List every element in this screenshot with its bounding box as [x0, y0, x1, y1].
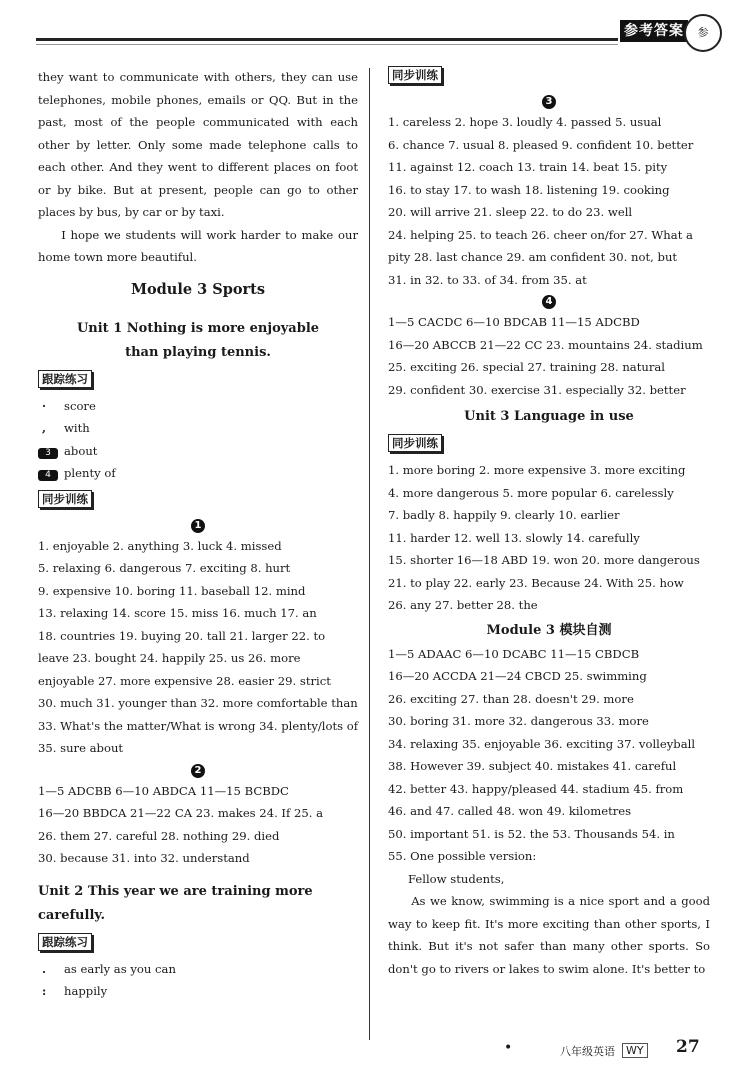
answer-line: 11. against 12. coach 13. train 14. beat 15. pity	[388, 160, 668, 174]
section2-answers	[38, 780, 358, 870]
footer-bullet: •	[504, 1040, 513, 1056]
intro-paragraph: they want to communicate with others, they can use telephones, mobile phones, emails or QQ. But in the past, most of the people communicated with each other by letter. Only some made telephone calls to each other. And they went to different places on foot or by bike. But at present, people can go to other places by bus, by car or by taxi.	[38, 70, 358, 219]
answer-line: 18. countries 19. buying 20. tall 21. larger 22. to	[38, 628, 326, 643]
answer-line: 1. more boring 2. more expensive 3. more exciting	[388, 463, 686, 477]
essay-paragraph: As we know, swimming is a nice sport and a good way to keep fit. It's more exciting than other sports, I think. But it's not safer than many other sports. So don't go to rivers or lakes to swim alone. It's better to	[388, 894, 710, 976]
answer-line: 30. much 31. younger than 32. more comfortable than	[38, 696, 358, 710]
section4-answers	[388, 311, 710, 401]
list-item	[38, 958, 358, 981]
genzong2-list	[38, 958, 358, 1003]
answer-line: 1. careless 2. hope 3. loudly 4. passed 5. usual	[388, 115, 662, 129]
answer-line: 55. One possible version:	[388, 849, 537, 863]
item-text: score	[64, 398, 96, 413]
answer-line: 33. What's the matter/What is wrong 34. plenty/lots of	[38, 718, 359, 733]
answer-line: 9. expensive 10. boring 11. baseball 12. mind	[38, 583, 306, 598]
list-item	[38, 440, 358, 463]
answer-line: 15. shorter 16—18 ABD 19. won 20. more dangerous	[388, 553, 700, 567]
section6-answers	[388, 643, 710, 868]
answer-line: 50. important 51. is 52. the 53. Thousands 54. in	[388, 826, 675, 841]
footer-edition: WY	[622, 1043, 648, 1058]
answer-line: 6. chance 7. usual 8. pleased 9. confident 10. better	[388, 137, 694, 152]
item-text: about	[64, 443, 98, 458]
answer-line: 7. badly 8. happily 9. clearly 10. earlier	[388, 508, 620, 522]
answer-line: 25. exciting 26. special 27. training 28. natural	[388, 360, 666, 374]
answer-line: 5. relaxing 6. dangerous 7. exciting 8. hurt	[38, 561, 291, 575]
answer-line: 1—5 ADCBB 6—10 ABDCA 11—15 BCBDC	[38, 783, 289, 798]
answer-line: 34. relaxing 35. enjoyable 36. exciting 37. volleyball	[388, 736, 696, 751]
tag-wrap	[388, 66, 710, 91]
item-text: as early as you can	[64, 961, 176, 976]
header-rule	[36, 38, 618, 41]
answer-line: 4. more dangerous 5. more popular 6. carelessly	[388, 485, 674, 500]
item-bullet: ,	[42, 421, 47, 435]
module-self-test-title: Module 3 模块自测	[486, 622, 612, 638]
item-bullet: ·	[42, 398, 47, 413]
answer-line: 1. enjoyable 2. anything 3. luck 4. missed	[38, 538, 282, 553]
answer-line: 26. exciting 27. than 28. doesn't 29. more	[388, 691, 634, 706]
section-number-3-icon: 3	[542, 95, 556, 109]
unit1-title-line1: Unit 1 Nothing is more enjoyable	[76, 320, 320, 336]
item-number-badge: 4	[38, 470, 58, 481]
section-tag-tongbu: 同步训练	[38, 490, 92, 508]
tag-wrap	[38, 928, 358, 958]
answer-line: leave 23. bought 24. happily 25. us 26. more	[38, 651, 301, 665]
section-tag-tongbu-2: 同步训练	[388, 66, 442, 84]
answer-line: 35. sure about	[38, 741, 124, 755]
header-rule-thin	[36, 44, 618, 45]
answer-line: 38. However 39. subject 40. mistakes 41. careful	[388, 759, 677, 773]
genzong1-list	[38, 395, 358, 485]
list-item	[38, 395, 358, 418]
list-item	[38, 462, 358, 485]
section-tag-genzong: 跟踪练习	[38, 370, 92, 388]
module-title: Module 3 Sports	[130, 280, 266, 298]
answer-line: 13. relaxing 14. score 15. miss 16. much 17. an	[38, 606, 317, 620]
section1-answers	[38, 535, 358, 760]
tag-wrap	[388, 429, 710, 459]
section-number-1-icon: 1	[191, 519, 205, 533]
answer-line: 11. harder 12. well 13. slowly 14. carefully	[388, 530, 640, 545]
list-item	[38, 980, 358, 1003]
answer-line: pity 28. last chance 29. am confident 30. not, but	[388, 250, 678, 264]
item-number-badge: 3	[38, 448, 58, 459]
answer-line: 1—5 CACDC 6—10 BDCAB 11—15 ADCBD	[388, 315, 640, 329]
item-text: plenty of	[64, 466, 116, 480]
answer-line: 30. because 31. into 32. understand	[38, 851, 250, 865]
answer-line: 20. will arrive 21. sleep 22. to do 23. well	[388, 205, 633, 219]
essay-salutation: Fellow students,	[408, 871, 505, 886]
unit1-title-line2: than playing tennis.	[125, 344, 271, 360]
unit2-title: Unit 2 This year we are training more carefully.	[38, 883, 313, 923]
section3-answers	[388, 111, 710, 291]
section-tag-tongbu-3: 同步训练	[388, 434, 442, 452]
answer-line: 21. to play 22. early 23. Because 24. With 25. how	[388, 575, 684, 590]
closing-paragraph: I hope we students will work harder to make our home town more beautiful.	[38, 227, 358, 264]
section5-answers	[388, 459, 710, 617]
list-item	[38, 417, 358, 440]
page-number: 27	[676, 1037, 700, 1057]
header-title: 参考答案	[620, 20, 688, 42]
section-tag-genzong-2: 跟踪练习	[38, 933, 92, 951]
column-divider	[369, 68, 370, 1040]
item-bullet: .	[42, 961, 47, 976]
left-column	[38, 66, 358, 1003]
answer-line: enjoyable 27. more expensive 28. easier 29. strict	[38, 673, 331, 688]
answer-line: 31. in 32. to 33. of 34. from 35. at	[388, 272, 587, 287]
answer-line: 30. boring 31. more 32. dangerous 33. more	[388, 714, 649, 728]
answer-line: 1—5 ADAAC 6—10 DCABC 11—15 CBDCB	[388, 646, 640, 661]
item-text: with	[64, 421, 90, 435]
right-column	[388, 66, 710, 980]
answer-line: 16. to stay 17. to wash 18. listening 19. cooking	[388, 182, 670, 197]
answer-line: 46. and 47. called 48. won 49. kilometres	[388, 804, 632, 818]
header-logo-icon: 参	[684, 14, 722, 52]
footer-book-name: 八年级英语	[560, 1045, 615, 1058]
section-number-4-icon: 4	[542, 295, 556, 309]
item-bullet: :	[42, 984, 47, 998]
answer-line: 16—20 ABCCB 21—22 CC 23. mountains 24. stadium	[388, 337, 703, 352]
answer-line: 26. them 27. careful 28. nothing 29. died	[38, 828, 280, 843]
item-text: happily	[64, 984, 108, 998]
answer-line: 16—20 ACCDA 21—24 CBCD 25. swimming	[388, 669, 647, 683]
tag-wrap	[38, 485, 358, 515]
answer-line: 29. confident 30. exercise 31. especially 32. better	[388, 382, 686, 397]
section-number-2-icon: 2	[191, 764, 205, 778]
answer-line: 24. helping 25. to teach 26. cheer on/for 27. What a	[388, 227, 693, 242]
tag-wrap	[38, 365, 358, 395]
answer-line: 16—20 BBDCA 21—22 CA 23. makes 24. If 25. a	[38, 806, 324, 820]
answer-line: 42. better 43. happy/pleased 44. stadium 45. from	[388, 781, 684, 796]
answer-line: 26. any 27. better 28. the	[388, 598, 538, 612]
unit3-title: Unit 3 Language in use	[464, 409, 634, 424]
